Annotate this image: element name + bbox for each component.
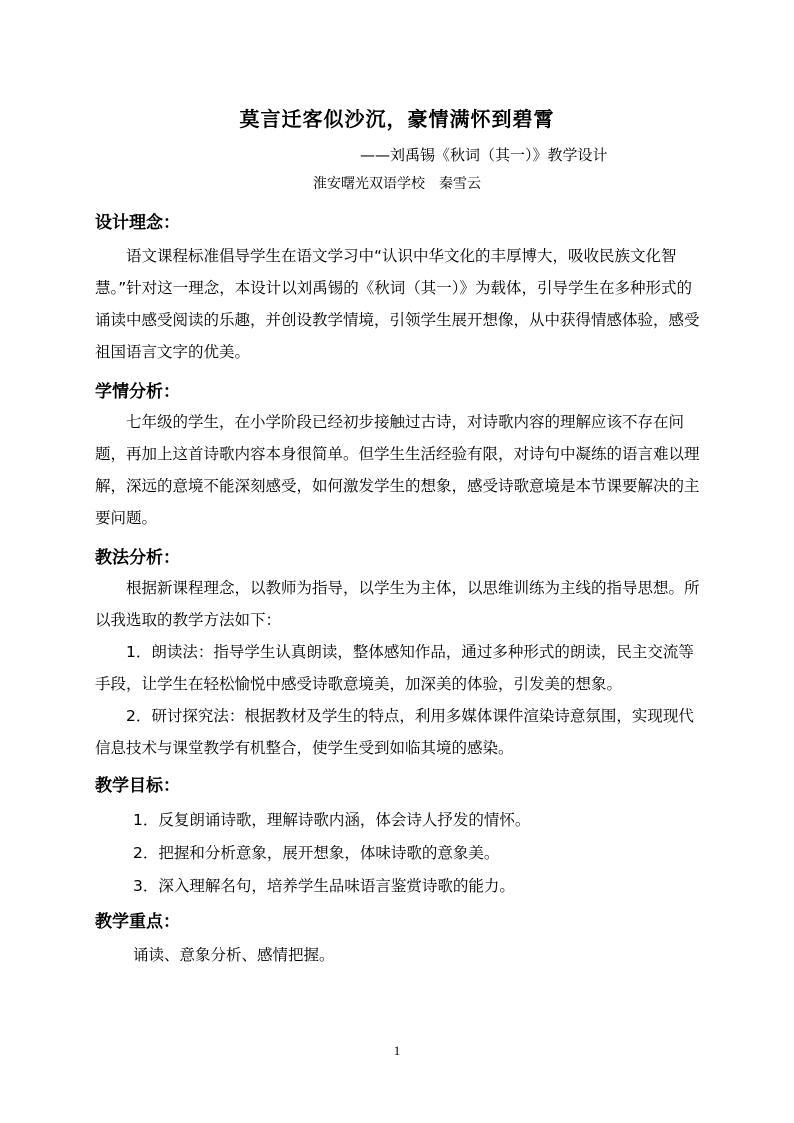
page-number: 1 [393,1043,401,1058]
goal-item: 3．深入理解名句，培养学生品味语言鉴赏诗歌的能力。 [133,877,515,895]
heading-teaching-focus: 教学重点： [95,912,180,932]
paragraph-design-concept: 语文课程标准倡导学生在语文学习中“认识中华文化的丰厚博大，吸收民族文化智慧。”针对这一理念，本设计以刘禹锡的《秋词（其一）》为载体，引导学生在多种形式的诵读中感受阅读的乐趣，并创设教学情境，引领学生展开想像，从中获得情感体验，感受祖国语言文字的优美。 [95,247,700,361]
goal-item: 2．把握和分析意象，展开想象，体味诗歌的意象美。 [133,844,500,862]
heading-method-analysis: 教法分析： [95,548,180,568]
heading-design-concept: 设计理念： [95,213,180,233]
paragraph-student-analysis: 七年级的学生，在小学阶段已经初步接触过古诗，对诗歌内容的理解应该不存在问题，再加上这首诗歌内容本身很简单。但学生生活经验有限，对诗句中凝练的语言难以理解，深远的意境不能深刻感受，如何激发学生的想象，感受诗歌意境是本节课要解决的主要问题。 [95,413,700,527]
page-subtitle: ——刘禹锡《秋词（其一）》教学设计 [360,146,608,164]
author-line: 淮安曙光双语学校 秦雪云 [313,176,481,192]
paragraph-method-analysis: 根据新课程理念，以教师为指导，以学生为主体，以思维训练为主线的指导思想。所以我选取的教学方法如下： [95,579,700,629]
method-item: 1．朗读法：指导学生认真朗读，整体感知作品，通过多种形式的朗读，民主交流等手段，让学生在轻松愉悦中感受诗歌意境美，加深美的体验，引发美的想象。 [95,643,694,693]
page-title: 莫言迁客似沙沉，豪情满怀到碧霄 [239,107,555,131]
method-item: 2．研讨探究法：根据教材及学生的特点，利用多媒体课件渲染诗意氛围，实现现代信息技术与课堂教学有机整合，使学生受到如临其境的感染。 [95,707,694,757]
heading-teaching-goals: 教学目标： [95,776,180,796]
teaching-focus-text: 诵读、意象分析、感情把握。 [133,946,335,964]
heading-student-analysis: 学情分析： [95,382,180,402]
goal-item: 1．反复朗诵诗歌，理解诗歌内涵，体会诗人抒发的情怀。 [133,811,531,829]
